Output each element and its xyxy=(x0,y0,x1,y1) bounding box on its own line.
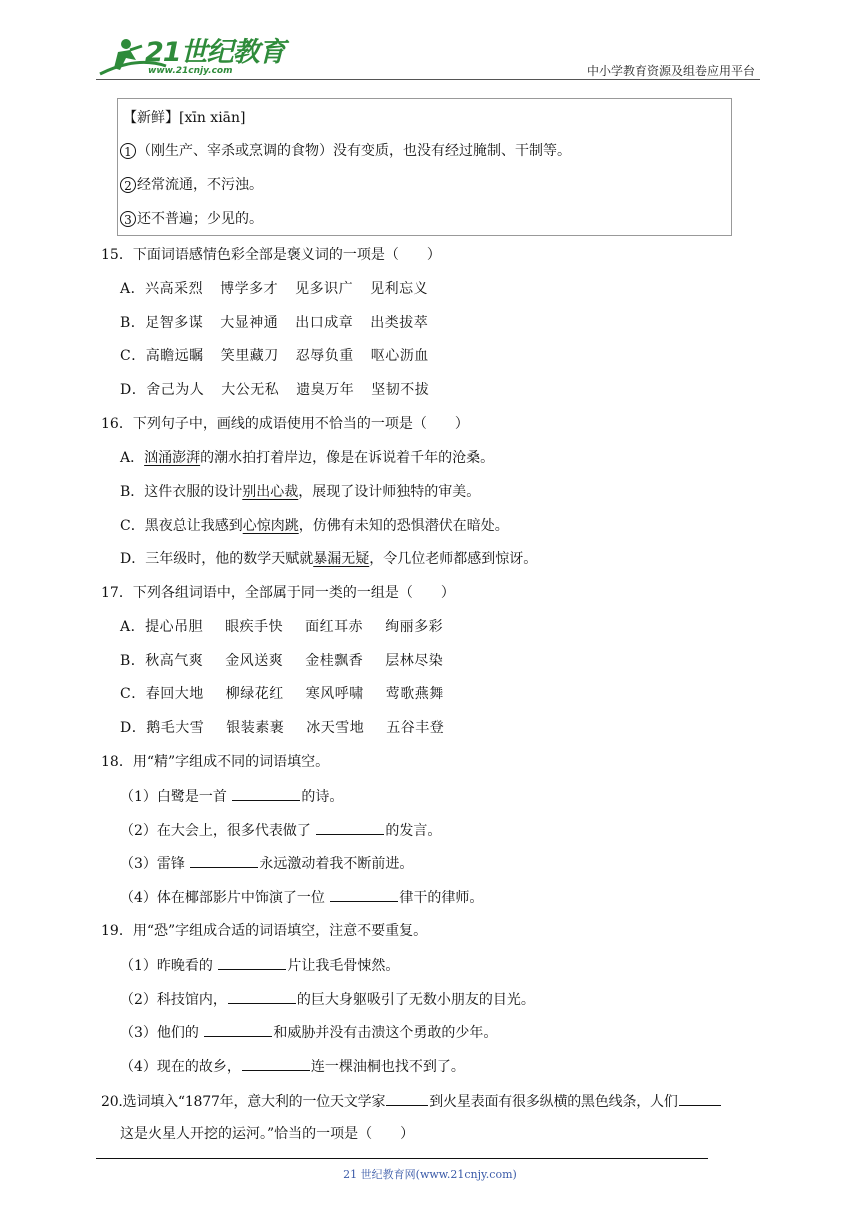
question-18-stem: 18．用“精”字组成不同的词语填空。 xyxy=(101,754,330,770)
q18-item-2: （2）在大会上，很多代表做了 的发言。 xyxy=(120,820,441,841)
definition-item-2: 2 经常流通，不污浊。 xyxy=(120,175,263,195)
q16-option-a: A．汹涌澎湃的潮水拍打着岸边，像是在诉说着千年的沧桑。 xyxy=(120,450,495,466)
question-20-line-1: 20.选词填入“1877年，意大利的一位天文学家 到火星表面有很多纵横的黑色线条，人们 xyxy=(101,1091,722,1112)
fill-blank xyxy=(316,820,384,835)
q19-item-3: （3）他们的 和威胁并没有击溃这个勇敢的少年。 xyxy=(120,1022,497,1043)
q15-option-b: B．足智多谋 大显神通 出口成章 出类拔萃 xyxy=(120,315,429,331)
definition-title: 【新鲜】[xīn xiān] xyxy=(123,110,246,126)
q16-option-c: C．黑夜总让我感到心惊肉跳，仿佛有未知的恐惧潜伏在暗处。 xyxy=(120,518,509,534)
fill-blank xyxy=(330,887,398,902)
question-16-stem: 16．下列句子中，画线的成语使用不恰当的一项是（ ） xyxy=(101,416,469,432)
fill-blank xyxy=(228,989,296,1004)
q16-option-d: D．三年级时，他的数学天赋就暴漏无疑，令几位老师都感到惊讶。 xyxy=(120,551,538,567)
underlined-idiom: 暴漏无疑 xyxy=(313,551,370,567)
fill-blank xyxy=(218,955,286,970)
logo-text: 21世纪教育 xyxy=(145,37,285,68)
q17-option-c: C．春回大地 柳绿花红 寒风呼啸 莺歌燕舞 xyxy=(120,686,444,702)
q19-item-2: （2）科技馆内， 的巨大身躯吸引了无数小朋友的目光。 xyxy=(120,989,535,1010)
definition-item-3: 3 还不普遍；少见的。 xyxy=(120,209,263,229)
footer-text: 21 世纪教育网(www.21cnjy.com) xyxy=(343,1168,517,1181)
q15-option-a: A．兴高采烈 博学多才 见多识广 见利忘义 xyxy=(120,281,429,297)
fill-blank xyxy=(679,1091,721,1106)
question-19-stem: 19．用“恐”字组成合适的词语填空，注意不要重复。 xyxy=(101,923,428,939)
number-badge: 1 xyxy=(120,143,136,159)
underlined-idiom: 汹涌澎湃 xyxy=(144,450,201,466)
fill-blank xyxy=(232,786,300,801)
fill-blank xyxy=(386,1091,428,1106)
question-15-stem: 15．下面词语感情色彩全部是褒义词的一项是（ ） xyxy=(101,247,441,263)
logo-url: www.21cnjy.com xyxy=(148,66,233,76)
q19-item-4: （4）现在的故乡， 连一棵油桐也找不到了。 xyxy=(120,1056,465,1077)
number-badge: 3 xyxy=(120,211,136,227)
number-badge: 2 xyxy=(120,177,136,193)
platform-title: 中小学教育资源及组卷应用平台 xyxy=(586,64,755,78)
q17-option-d: D．鹅毛大雪 银装素裹 冰天雪地 五谷丰登 xyxy=(120,720,445,736)
q15-option-d: D．舍己为人 大公无私 遗臭万年 坚韧不拔 xyxy=(120,382,430,398)
question-20-line-2: 这是火星人开挖的运河。”恰当的一项是（ ） xyxy=(120,1126,415,1142)
underlined-idiom: 心惊肉跳 xyxy=(242,518,299,534)
definition-item-1: 1 （刚生产、宰杀或烹调的食物）没有变质，也没有经过腌制、干制等。 xyxy=(120,141,571,161)
underlined-idiom: 别出心裁 xyxy=(242,484,299,500)
question-17-stem: 17．下列各组词语中，全部属于同一类的一组是（ ） xyxy=(101,585,455,601)
header-divider xyxy=(96,79,760,80)
q17-option-b: B．秋高气爽 金风送爽 金桂飘香 层林尽染 xyxy=(120,653,444,669)
q16-option-b: B．这件衣服的设计别出心裁，展现了设计师独特的审美。 xyxy=(120,484,481,500)
fill-blank xyxy=(190,853,258,868)
fill-blank xyxy=(242,1056,310,1071)
q19-item-1: （1）昨晚看的 片让我毛骨悚然。 xyxy=(120,955,399,976)
q18-item-1: （1）白鹭是一首 的诗。 xyxy=(120,786,343,807)
q18-item-4: （4）体在椰部影片中饰演了一位 律干的律师。 xyxy=(120,887,483,908)
q18-item-3: （3）雷锋 永远激动着我不断前进。 xyxy=(120,853,413,874)
footer-divider xyxy=(96,1158,708,1159)
fill-blank xyxy=(204,1022,272,1037)
q17-option-a: A．提心吊胆 眼疾手快 面红耳赤 绚丽多彩 xyxy=(120,619,444,635)
q15-option-c: C．高瞻远瞩 笑里藏刀 忍辱负重 呕心沥血 xyxy=(120,348,429,364)
